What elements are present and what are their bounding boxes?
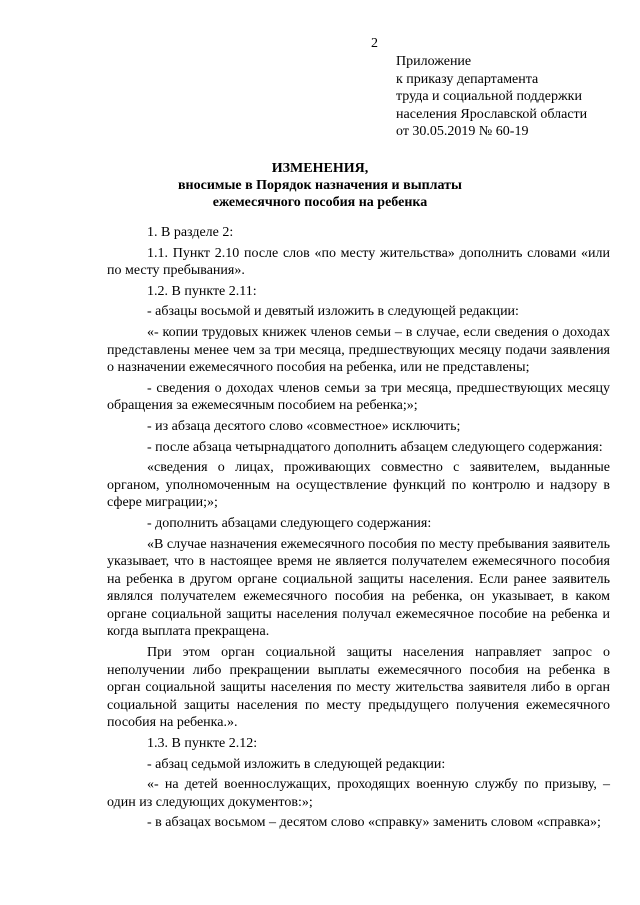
appendix-line: труда и социальной поддержки [396,89,582,104]
paragraph: «сведения о лицах, проживающих совместно с заявителем, выданные органом, уполномоченным на осуществление функций по контролю и надзору в сфере миграции;»; [107,460,610,511]
paragraph: 1. В разделе 2: [147,225,234,240]
paragraph: 1.2. В пункте 2.11: [147,283,257,299]
document-body [107,224,610,835]
paragraph: 1.3. В пункте 2.12: [147,736,258,752]
appendix-line: от 30.05.2019 № 60-19 [396,124,529,139]
paragraph: 1.1. Пункт 2.10 после слов «по месту жительства» дополнить словами «или по месту пребывания». [107,245,610,279]
appendix-line: Приложение [396,54,472,69]
page-number: 2 [371,36,378,51]
title-line: ежемесячного пособия на ребенка [212,195,428,210]
paragraph: При этом орган социальной защиты населения направляет запрос о неполучении либо прекращении выплаты ежемесячного пособия на ребенка в орган социальной защиты населения по месту жительства заявителя либо в орган социальной защиты населения по месту предыдущего получения ежемесячного пособия на ребенка.». [107,645,610,731]
document-title [100,160,540,211]
paragraph: - абзацы восьмой и девятый изложить в следующей редакции: [147,304,519,320]
paragraph: - из абзаца десятого слово «совместное» исключить; [147,418,461,434]
paragraph: - после абзаца четырнадцатого дополнить абзацем следующего содержания: [147,439,603,455]
paragraph: «- копии трудовых книжек членов семьи – в случае, если сведения о доходах представлены менее чем за три месяца, предшествующих месяцу подачи заявления о назначении ежемесячного пособия на ребенка, или не представлены; [107,324,610,376]
paragraph: - в абзацах восьмом – десятом слово «справку» заменить словом «справка»; [147,815,601,831]
paragraph: - сведения о доходах членов семьи за три месяца, предшествующих месяцу обращения за ежемесячным пособием на ребенка;»; [107,380,610,414]
paragraph: «В случае назначения ежемесячного пособия по месту пребывания заявитель указывает, что в настоящее время не является получателем ежемесячного пособия на ребенка в другом органе социальной защиты населения. Если ранее заявитель являлся получателем ежемесячного пособия на ребенка, он указывает, в каком органе социальной защиты населения получал ежемесячное пособие на ребенка и когда выплата прекращена. [107,536,610,640]
appendix-block [396,53,587,141]
paragraph: «- на детей военнослужащих, проходящих военную службу по призыву, – один из следующих документов:»; [107,777,610,810]
paragraph: - дополнить абзацами следующего содержания: [147,515,432,531]
appendix-line: населения Ярославской области [396,106,588,122]
paragraph: - абзац седьмой изложить в следующей редакции: [147,756,446,772]
title-line: ИЗМЕНЕНИЯ, [271,161,369,176]
appendix-line: к приказу департамента [396,71,539,87]
title-line: вносимые в Порядок назначения и выплаты [178,178,462,193]
